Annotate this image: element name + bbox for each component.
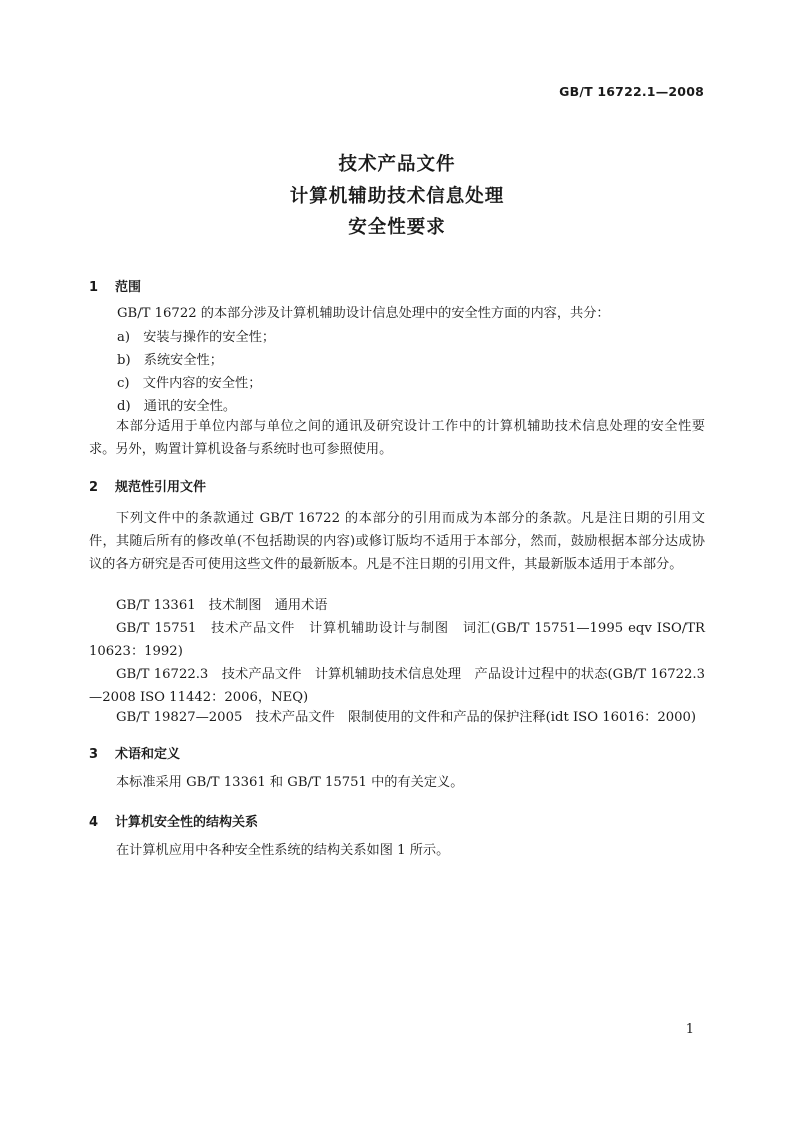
section-2-heading [89,476,206,495]
reference-item: GB/T 19827—2005 技术产品文件 限制使用的文件和产品的保护注释(idt ISO 16016：2000) [116,710,697,725]
section-number: 4 [89,815,99,830]
section-title: 术语和定义 [115,747,181,762]
section-title: 规范性引用文件 [115,480,207,495]
section-number: 3 [89,747,99,762]
section-4-heading [89,811,258,830]
document-title-line-3: 安全性要求 [348,217,446,238]
page-number: 1 [685,1022,694,1037]
reference-item: GB/T 15751 技术产品文件 计算机辅助设计与制图 词汇(GB/T 15751—1995 eqv ISO/TR 10623：1992) [89,621,705,659]
document-title-line-2: 计算机辅助技术信息处理 [289,186,505,207]
section-3-paragraph: 本标准采用 GB/T 13361 和 GB/T 15751 中的有关定义。 [116,775,464,790]
section-4-paragraph: 在计算机应用中各种安全性系统的结构关系如图 1 所示。 [116,843,450,858]
reference-item: GB/T 16722.3 技术产品文件 计算机辅助技术信息处理 产品设计过程中的状态(GB/T 16722.3—2008 ISO 11442：2006，NEQ) [89,667,705,705]
section-title: 计算机安全性的结构关系 [115,815,259,830]
section-number: 1 [89,280,99,295]
section-title: 范围 [115,280,142,295]
section-1-paragraph: 本部分适用于单位内部与单位之间的通讯及研究设计工作中的计算机辅助技术信息处理的安全性要求。另外，购置计算机设备与系统时也可参照使用。 [89,419,705,457]
section-2-paragraph: 下列文件中的条款通过 GB/T 16722 的本部分的引用而成为本部分的条款。凡是注日期的引用文件，其随后所有的修改单(不包括勘误的内容)或修订版均不适用于本部分，然而，鼓励根据本部分达成协议的各方研究是否可使用这些文件的最新版本。凡是不注日期的引用文件，其最新版本适用于本部分。 [89,511,705,572]
section-1-heading [89,276,141,295]
reference-item: GB/T 13361 技术制图 通用术语 [116,598,328,613]
list-item: d) 通讯的安全性。 [117,399,237,414]
standard-code: GB/T 16722.1—2008 [559,84,704,99]
section-number: 2 [89,480,99,495]
list-item: a) 安装与操作的安全性； [117,330,276,345]
list-item: c) 文件内容的安全性； [117,376,262,391]
section-1-intro: GB/T 16722 的本部分涉及计算机辅助设计信息处理中的安全性方面的内容，共分： [117,306,610,321]
document-title-line-1: 技术产品文件 [338,154,456,175]
list-item: b) 系统安全性； [117,353,223,368]
section-3-heading [89,743,180,762]
